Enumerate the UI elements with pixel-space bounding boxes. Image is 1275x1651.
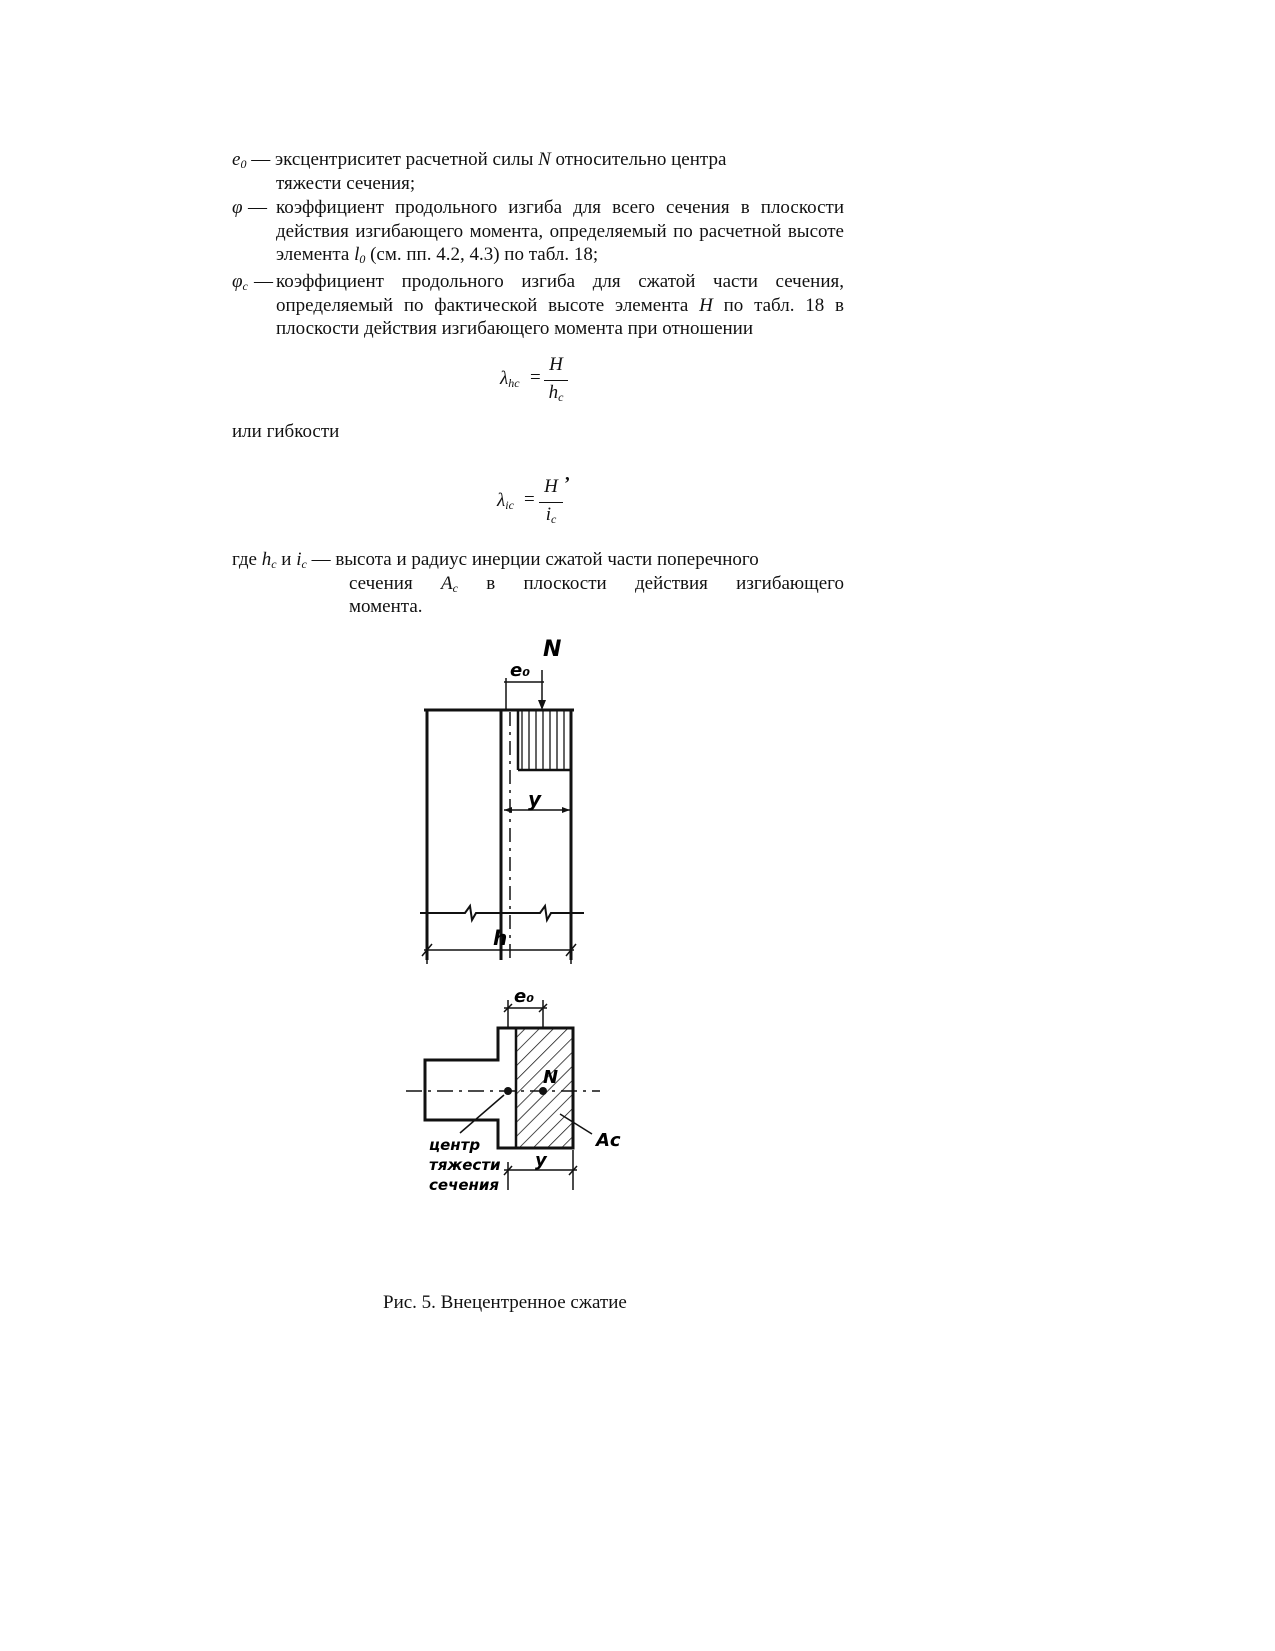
definition-text-cont: относительно центра xyxy=(550,149,727,170)
symbol-phi-c: φ xyxy=(232,271,243,292)
lambda-symbol: λ xyxy=(497,490,506,511)
label-center-2: тяжести xyxy=(429,1156,501,1174)
elevation-view xyxy=(420,637,584,964)
definition-text-cont: по табл. 18 в плоскости действия изгибающего момента при отношении xyxy=(276,294,844,339)
symbol-e: e xyxy=(232,149,241,170)
definition-text-rest: тяжести сечения; xyxy=(276,172,416,194)
where-clause xyxy=(232,548,844,619)
symbol-h: h xyxy=(261,549,272,570)
lambda-sub: hc xyxy=(508,376,520,390)
symbol-l: l xyxy=(354,244,360,265)
numerator: H xyxy=(549,354,563,375)
symbol-phi: φ xyxy=(232,197,243,218)
symbol-e-sub: 0 xyxy=(240,157,247,171)
dash: — xyxy=(254,271,273,292)
definition-phi xyxy=(232,196,844,267)
lambda-symbol: λ xyxy=(500,368,509,389)
dash: — xyxy=(248,197,267,218)
definition-text: эксцентриситет расчетной силы xyxy=(274,149,539,170)
label-Ac: Aс xyxy=(596,1130,621,1151)
label-y-mid: y xyxy=(528,787,542,811)
symbol-A: A xyxy=(441,572,453,594)
lambda-sub: ic xyxy=(505,498,514,512)
numerator: H xyxy=(544,476,558,497)
symbol-i: i xyxy=(296,549,302,570)
label-h-bottom: h xyxy=(493,926,508,950)
definition-e0 xyxy=(232,148,844,195)
dash: — xyxy=(246,149,275,170)
or-flexibility-text: или гибкости xyxy=(232,421,340,442)
label-center-1: центр xyxy=(429,1136,481,1154)
denominator-sub: c xyxy=(550,512,557,526)
symbol-phi-c-sub: c xyxy=(242,279,248,293)
where-prefix: где xyxy=(232,549,262,570)
formula-lambda-ic xyxy=(497,464,587,532)
definition-text-cont: (см. пп. 4.2, 4.3) по табл. 18; xyxy=(365,244,599,265)
formula-lambda-hc xyxy=(500,354,580,410)
fraction-bar xyxy=(544,380,568,381)
where-text: — высота и радиус инерции сжатой части поперечного xyxy=(306,549,759,570)
label-y-bottom: y xyxy=(535,1150,547,1171)
label-N-bottom: N xyxy=(543,1067,559,1088)
denominator: i xyxy=(545,504,551,525)
figure-caption: Рис. 5. Внецентренное сжатие xyxy=(383,1292,627,1313)
fraction-bar xyxy=(539,502,563,503)
symbol-N: N xyxy=(538,149,551,170)
equals-sign: = xyxy=(530,367,541,388)
where-text-3: в плоскости действия изгибающего xyxy=(457,572,844,594)
definition-text: коэффициент продольного изгиба для всего сечения в плоскости действия изгибающего момента, определяемый по расчетной высоте элемента xyxy=(276,197,844,265)
symbol-i-sub: c xyxy=(301,557,307,571)
eccentric-compression-figure xyxy=(400,630,630,1250)
denominator-sub: c xyxy=(558,390,564,404)
label-e0-bottom: e₀ xyxy=(514,986,535,1007)
denominator: h xyxy=(548,382,559,403)
label-N-top: N xyxy=(543,637,562,662)
where-text-2: сечения xyxy=(349,572,441,594)
symbol-H: H xyxy=(699,294,713,316)
comma: , xyxy=(565,464,570,485)
equals-sign: = xyxy=(524,489,535,510)
conjunction: и xyxy=(276,549,297,570)
label-e0-top: e₀ xyxy=(510,660,531,681)
definition-text: коэффициент продольного изгиба для сжатой части сечения, определяемый по фактической высоте элемента xyxy=(276,271,844,316)
where-text-4: момента. xyxy=(349,596,423,617)
plan-view xyxy=(406,986,621,1194)
definition-phi-c xyxy=(232,270,844,341)
symbol-h-sub: c xyxy=(271,557,277,571)
label-center-3: сечения xyxy=(429,1176,500,1194)
symbol-A-sub: c xyxy=(452,580,458,595)
symbol-l-sub: 0 xyxy=(359,252,366,266)
